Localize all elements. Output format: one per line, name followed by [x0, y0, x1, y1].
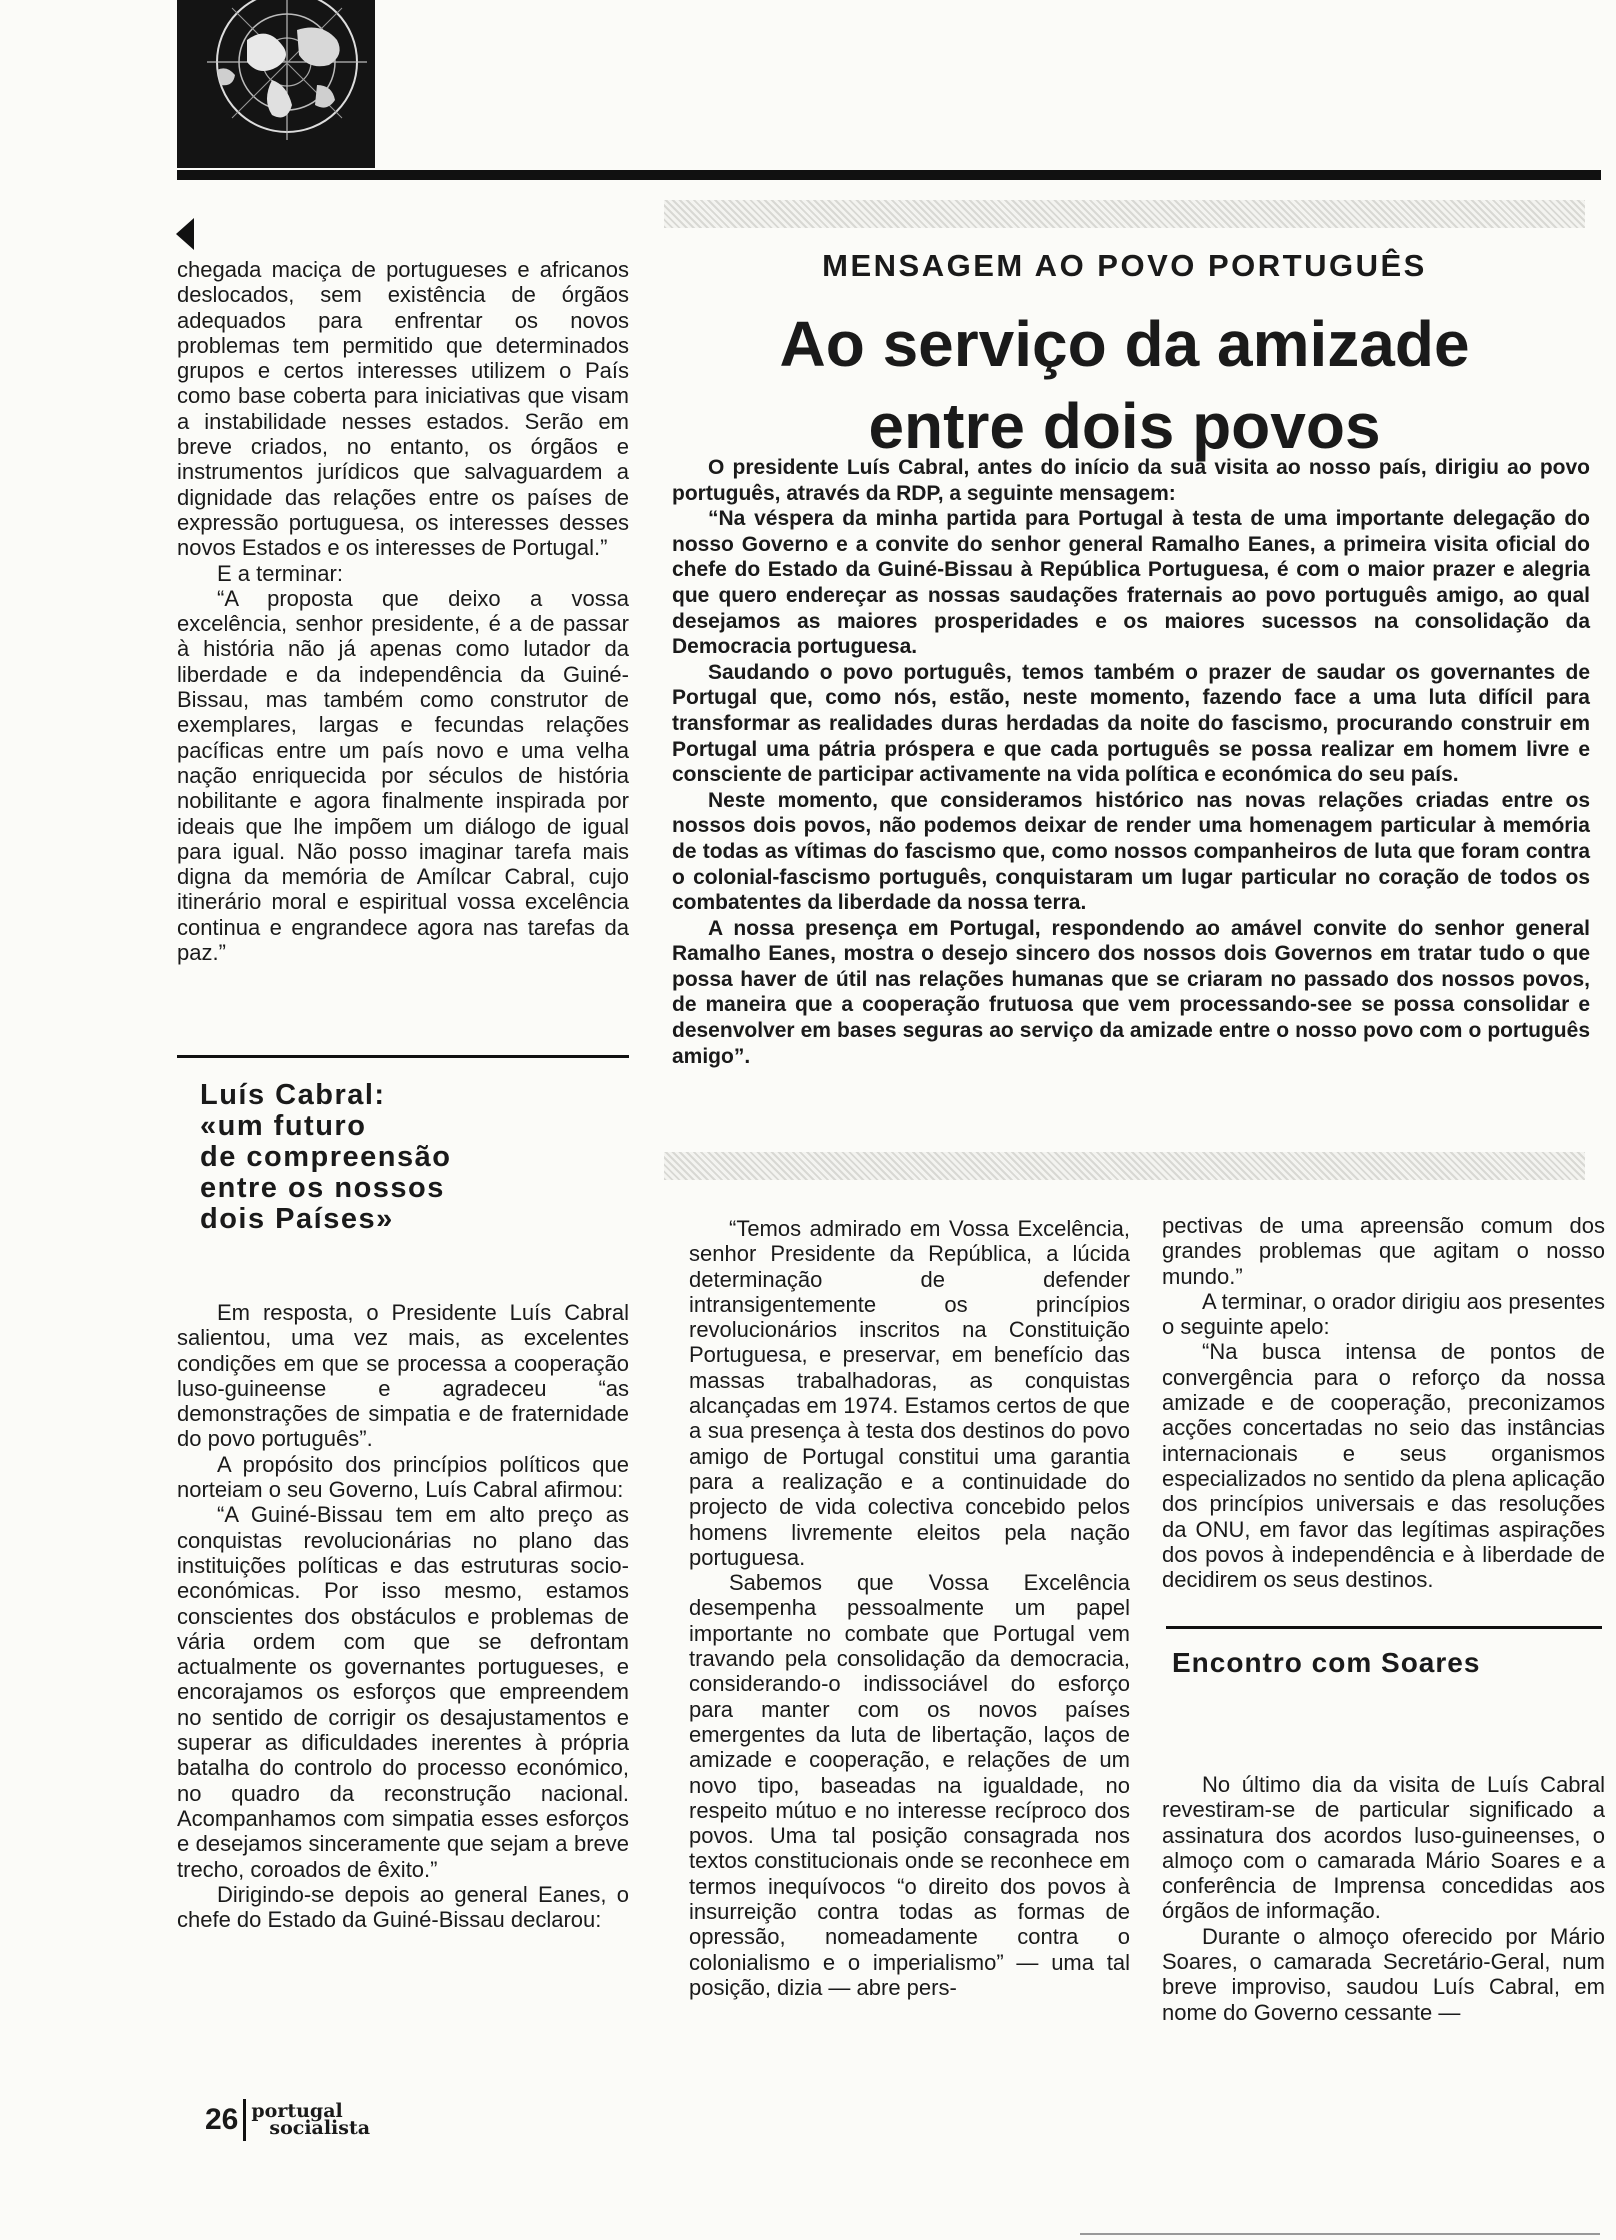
- paragraph: Dirigindo-se depois ao general Eanes, o chefe do Estado da Guiné-Bissau declarou:: [177, 1881, 629, 1933]
- lead-paragraph: Saudando o povo português, temos também o prazer de saudar os governantes de Portugal que, como nós, estão, neste momento, fazendo face a uma luta difícil para transformar as realidades duras herdadas da noite do fascismo, procurando construir em Portugal uma pátria próspera e que cada português se possa realizar em homem livre e consciente de participar activamente na vida política e económica do seu país.: [672, 660, 1590, 787]
- paragraph: Em resposta, o Presidente Luís Cabral salientou, uma vez mais, as excelentes condições em que se processa a cooperação luso-guineense e agradeceu “as demonstrações de simpatia e de fraternidade do povo português”.: [177, 1300, 629, 1452]
- side-heading-line: «um futuro: [200, 1110, 367, 1142]
- paragraph: E a terminar:: [217, 560, 343, 586]
- headline-line: entre dois povos: [868, 390, 1381, 462]
- paragraph: “A Guiné-Bissau tem em alto preço as conquistas revolucionárias no plano das instituições políticas e das estruturas socio-económicas. Por isso mesmo, estamos conscientes dos obstáculos e problemas de vária ordem com que se defrontam actualmente os governantes portugueses, e encorajamos os esforços que empreendem no sentido de corrigir os desajustamentos e superar as dificuldades inerentes à própria batalha do controlo do processo económico, no quadro da reconstrução nacional. Acompanhamos com simpatia esses esforços e desejamos sinceramente que sejam a breve trecho, coroados de êxito.”: [177, 1502, 629, 1882]
- column-2: [689, 1216, 1130, 2000]
- paragraph: Sabemos que Vossa Excelência desempenha pessoalmente um papel importante no combate que Portugal vem travando pela consolidação da democracia, considerando-o indissociável do esforço para manter com os novos países emergentes da luta de libertação, laços de amizade e cooperação, e relações de um novo tipo, baseadas na igualdade, no respeito mútuo e no interesse recíproco dos povos. Uma tal posição consagrada nos textos constitucionais onde se reconhece em termos inequívocos “o direito dos povos à insurreição contra todas as formas de opressão, nomeadamente contra o colonialismo e o imperialismo” — uma tal posição, dizia — abre pers-: [689, 1570, 1130, 2000]
- section-divider: [177, 1055, 629, 1058]
- subheading: Encontro com Soares: [1172, 1647, 1481, 1678]
- page-number: 26: [205, 2103, 239, 2136]
- halftone-band-bottom: [664, 1152, 1585, 1180]
- side-heading-line: de compreensão: [200, 1141, 452, 1173]
- publication-logo-line: socialista: [269, 2117, 371, 2139]
- paragraph: “Temos admirado em Vossa Excelência, senhor Presidente da República, a lúcida determinação de defender intransigentemente os princípios revolucionários inscritos na Constituição Portuguesa, e preservar, em benefício das massas trabalhadoras, as conquistas alcançadas em 1974. Estamos certos de que a sua presença à testa dos destinos do povo amigo de Portugal constitui uma garantia para a realização e a continuidade do projecto de vida colectiva concebido pelos homens livremente eleitos pela nação portuguesa.: [689, 1216, 1130, 1570]
- paragraph: “Na busca intensa de pontos de convergência para o reforço da nossa amizade e de cooperação, preconizamos acções concertadas no seio das instâncias internacionais e seus organismos especializados no sentido da plena aplicação dos princípios universais e das resoluções da ONU, em favor das legítimas aspirações dos povos à independência e à liberdade de decidirem os seus destinos.: [1162, 1339, 1605, 1593]
- kicker: MENSAGEM AO POVO PORTUGUÊS: [822, 248, 1427, 283]
- publication-logo-line: portugal: [251, 2100, 343, 2122]
- section-divider: [1166, 1626, 1602, 1629]
- paragraph: A propósito dos princípios políticos que norteiam o seu Governo, Luís Cabral afirmou:: [177, 1451, 629, 1503]
- lead-paragraph: Neste momento, que consideramos histórico nas novas relações criadas entre os nossos dois povos, não podemos deixar de render uma homenagem particular à memória de todas as vítimas do fascismo que, como nossos companheiros de luta que foram contra o colonial-fascismo português, conquistaram um lugar particular no coração de todos os combatentes da liberdade da nossa terra.: [672, 788, 1590, 915]
- globe-logo: [177, 0, 375, 168]
- side-heading: [200, 1080, 620, 1235]
- page-footer: [205, 2095, 370, 2145]
- lead-message: [672, 455, 1590, 1069]
- scan-edge-line: [1080, 2233, 1600, 2235]
- paragraph: chegada maciça de portugueses e africanos deslocados, sem existência de órgãos adequados para enfrentar os novos problemas tem permitido que determinados grupos e certos interesses utilizem o País como base coberta para iniciativas que visam a instabilidade nesses estados. Serão em breve criados, no entanto, os órgãos e instrumentos jurídicos que salvaguardem a dignidade das relações entre os países de expressão portuguesa, os interesses desses novos Estados e os interesses de Portugal.”: [177, 257, 629, 561]
- paragraph: pectivas de uma apreensão comum dos grandes problemas que agitam o nosso mundo.”: [1162, 1213, 1605, 1289]
- paragraph: A terminar, o orador dirigiu aos presentes o seguinte apelo:: [1162, 1288, 1605, 1340]
- globe-icon: [177, 0, 375, 168]
- footer-divider: [243, 2099, 246, 2141]
- column-3-top: [1162, 1213, 1605, 1592]
- column-3-bottom: [1162, 1772, 1605, 2025]
- side-heading-line: entre os nossos: [200, 1172, 445, 1204]
- continuation-arrow-icon: [176, 218, 194, 250]
- side-heading-line: Luís Cabral:: [200, 1079, 386, 1111]
- lead-paragraph: O presidente Luís Cabral, antes do início da sua visita ao nosso país, dirigiu ao povo português, através da RDP, a seguinte mensagem:: [672, 456, 1590, 505]
- paragraph: “A proposta que deixo a vossa excelência, senhor presidente, é a de passar à história não já apenas como lutador da liberdade e da independência da Guiné-Bissau, mas também como construtor de exemplares, largas e fecundas relações pacíficas entre um país novo e uma velha nação enriquecida por séculos de história nobilitante e agora finalmente inspirada por ideais que lhe impõem um diálogo de igual para igual. Não posso imaginar tarefa mais digna da memória de Amílcar Cabral, cujo itinerário moral e espiritual vossa excelência continua e engrandece agora nas tarefas da paz.”: [177, 585, 629, 966]
- headline-line: Ao serviço da amizade: [779, 308, 1470, 380]
- publication-logo: [251, 2100, 371, 2139]
- halftone-band-top: [664, 200, 1585, 228]
- paragraph: Durante o almoço oferecido por Mário Soares, o camarada Secretário-Geral, num breve improviso, saudou Luís Cabral, em nome do Governo cessante —: [1162, 1923, 1605, 2025]
- paragraph: No último dia da visita de Luís Cabral revestiram-se de particular significado a assinatura dos acordos luso-guineenses, o almoço com o camarada Mário Soares e a conferência de Imprensa concedidas aos órgãos de informação.: [1162, 1772, 1605, 1924]
- headline: [664, 303, 1585, 467]
- lead-paragraph: A nossa presença em Portugal, respondendo ao amável convite do senhor general Ramalho Eanes, mostra o desejo sincero dos nossos dois Governos em tratar tudo o que possa haver de útil nas relações humanas que se criaram no passado dos nossos povos, de maneira que a cooperação frutuosa que vem processando-see se possa consolidar e desenvolver em bases seguras ao serviço da amizade entre o nosso povo com o português amigo”.: [672, 916, 1590, 1068]
- column-1-bottom: [177, 1300, 629, 1932]
- column-1-top: [177, 257, 629, 965]
- header-rule: [177, 170, 1601, 180]
- lead-paragraph: “Na véspera da minha partida para Portugal à testa de uma importante delegação do nosso Governo e a convite do senhor general Ramalho Eanes, a primeira visita oficial do chefe do Estado da Guiné-Bissau à República Portuguesa, é com o maior prazer e alegria que quero endereçar as nossas saudações fraternais ao povo português amigo, ao qual desejamos as maiores prosperidades e os maiores sucessos na consolidação da Democracia portuguesa.: [672, 507, 1590, 659]
- side-heading-line: dois Países»: [200, 1203, 394, 1235]
